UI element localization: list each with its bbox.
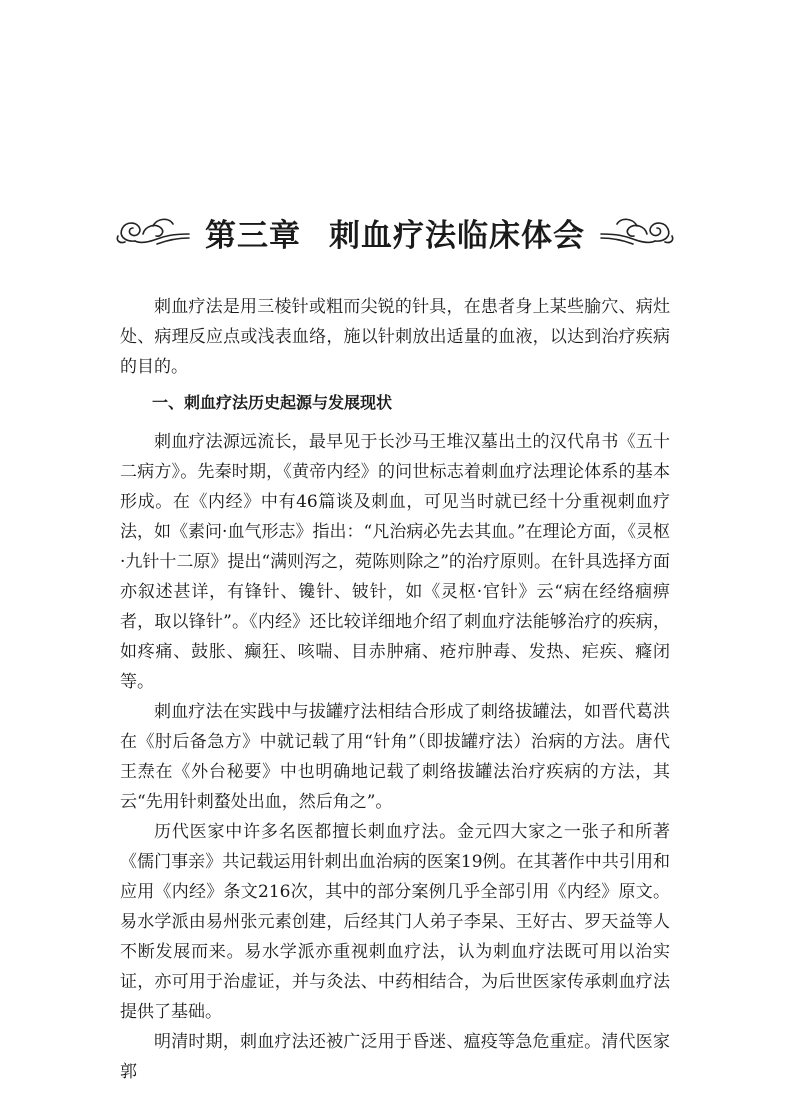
- left-cloud-ornament-icon: [113, 212, 191, 252]
- chapter-number: 第三章: [205, 217, 301, 254]
- paragraph: 明清时期，刺血疗法还被广泛用于昏迷、瘟疫等急危重症。清代医家郭: [120, 1032, 670, 1082]
- paragraph: 刺血疗法源远流长，最早见于长沙马王堆汉墓出土的汉代帛书《五十二病方》。先秦时期，《黄帝内经》的问世标志着刺血疗法理论体系的基本形成。在《内经》中有46篇谈及刺血，可见当时就已经十分重视刺血疗法，如《素问·血气形志》指出：“凡治病必先去其血。”在理论方面，《灵枢·九针十二原》提出“满则泻之，菀陈则除之”的治疗原则。在针具选择方面亦叙述甚详，有锋针、镵针、铍针，如《灵枢·官针》云“病在经络痼痹者，取以锋针”。《内经》还比较详细地介绍了刺血疗法能够治疗的疾病，如疼痛、鼓胀、癫狂、咳喘、目赤肿痛、疮疖肿毒、发热、疟疾、癃闭等。: [120, 432, 670, 692]
- chapter-title-block: [205, 210, 585, 255]
- paragraph: 历代医家中许多名医都擅长刺血疗法。金元四大家之一张子和所著《儒门事亲》共记载运用针刺出血治病的医案19例。在其著作中共引用和应用《内经》条文216次，其中的部分案例几乎全部引用《内经》原文。易水学派由易州张元素创建，后经其门人弟子李杲、王好古、罗天益等人不断发展而来。易水学派亦重视刺血疗法，认为刺血疗法既可用以治实证，亦可用于治虚证，并与灸法、中药相结合，为后世医家传承刺血疗法提供了基础。: [120, 822, 670, 1022]
- section-body: [120, 427, 670, 1087]
- section-heading: 一、刺血疗法历史起源与发展现状: [152, 393, 393, 412]
- right-cloud-ornament-icon: [599, 212, 677, 252]
- chapter-heading: [0, 200, 790, 264]
- intro-block: [120, 292, 670, 382]
- chapter-title: 刺血疗法临床体会: [329, 217, 585, 254]
- intro-paragraph: 刺血疗法是用三棱针或粗而尖锐的针具，在患者身上某些腧穴、病灶处、病理反应点或浅表血络，施以针刺放出适量的血液，以达到治疗疾病的目的。: [120, 297, 670, 377]
- paragraph: 刺血疗法在实践中与拔罐疗法相结合形成了刺络拔罐法，如晋代葛洪在《肘后备急方》中就记载了用“针角”（即拔罐疗法）治病的方法。唐代王焘在《外台秘要》中也明确地记载了刺络拔罐法治疗疾病的方法，其云“先用针刺蝥处出血，然后角之”。: [120, 702, 670, 812]
